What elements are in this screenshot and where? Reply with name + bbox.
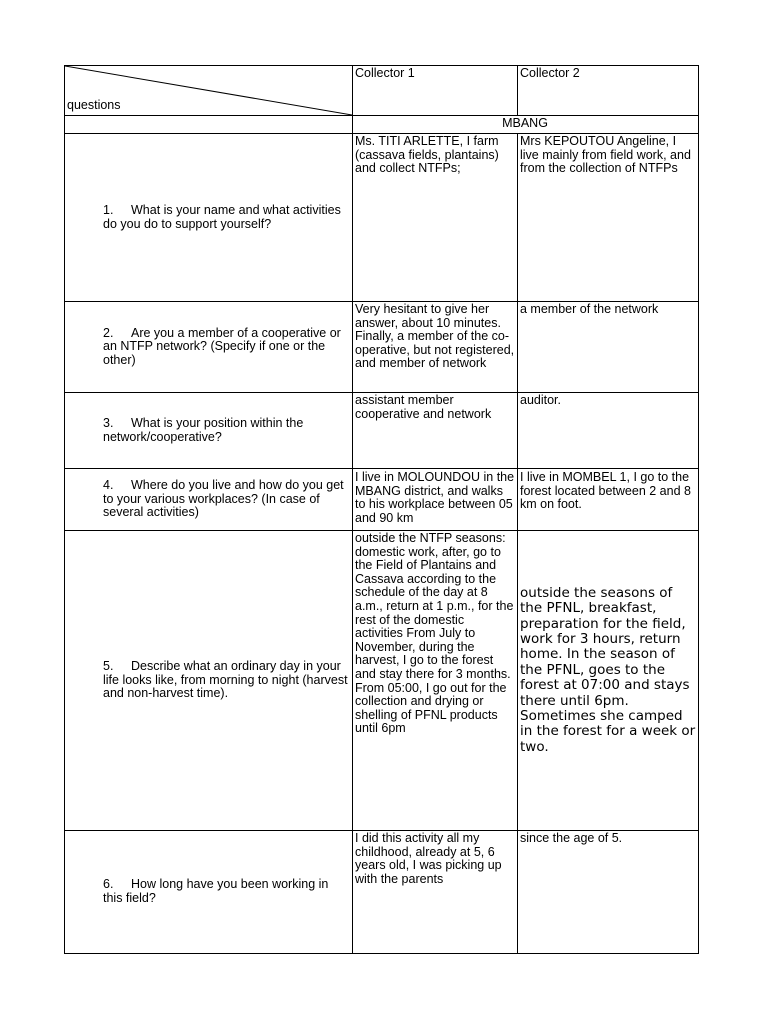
header-collector1: Collector 1 [352,65,518,116]
question-text: What is your name and what activities do you do to support yourself? [103,202,341,231]
answer-6-collector2: since the age of 5. [517,830,699,954]
question-number: 1. [103,202,114,217]
question-text: What is your position within the network/cooperative? [103,415,304,444]
answer-1-collector1: Ms. TITI ARLETTE, I farm (cassava fields, plantains) and collect NTFPs; [352,133,518,302]
question-1 [64,133,353,302]
header-collector2: Collector 2 [517,65,699,116]
answer-3-collector1: assistant member cooperative and network [352,392,518,469]
question-text: How long have you been working in this field? [103,877,329,905]
location-text: MBANG [502,116,548,130]
answer-4-collector2: I live in MOMBEL 1, I go to the forest located between 2 and 8 km on foot. [517,468,699,531]
location-label [352,115,699,134]
question-text: Describe what an ordinary day in your life looks like, from morning to night (harvest and non-harvest time). [103,659,348,701]
answer-5-collector2 [517,530,699,831]
question-number: 3. [103,415,114,430]
question-text: Where do you live and how do you get to your various workplaces? (In case of several activities) [103,478,344,520]
question-4 [64,468,353,531]
header-questions-cell [64,65,353,116]
question-number: 6. [103,877,114,892]
answer-2-collector2: a member of the network [517,301,699,393]
answer-5-collector1: outside the NTFP seasons: domestic work, after, go to the Field of Plantains and Cassava according to the schedule of the day at 8 a.m., return at 1 p.m., for the rest of the domestic activities From July to November, during the harvest, I go to the forest and stay there for 3 months. From 05:00, I go out for the collection and drying or shelling of PFNL products until 6pm [352,530,518,831]
question-number: 5. [103,659,114,674]
question-6 [64,830,353,954]
question-2 [64,301,353,393]
location-row-spacer [64,115,353,134]
answer-4-collector1: I live in MOLOUNDOU in the MBANG district, and walks to his workplace between 05 and 90 km [352,468,518,531]
question-text: Are you a member of a cooperative or an NTFP network? (Specify if one or the other) [103,325,341,367]
questions-label: questions [67,98,121,113]
question-3 [64,392,353,469]
question-5 [64,530,353,831]
answer-5-collector2-text: outside the seasons of the PFNL, breakfast, preparation for the field, work for 3 hours, return home. In the season of the PFNL, goes to the forest at 07:00 and stays there until 6pm. Sometimes she camped in the forest for a week or two. [520,584,696,755]
question-number: 4. [103,478,114,493]
answer-2-collector1: Very hesitant to give her answer, about 10 minutes. Finally, a member of the co-operative, but not registered, and member of network [352,301,518,393]
answer-1-collector2: Mrs KEPOUTOU Angeline, I live mainly from field work, and from the collection of NTFPs [517,133,699,302]
answer-3-collector2: auditor. [517,392,699,469]
answer-6-collector1: I did this activity all my childhood, already at 5, 6 years old, I was picking up with the parents [352,830,518,954]
question-number: 2. [103,325,114,340]
